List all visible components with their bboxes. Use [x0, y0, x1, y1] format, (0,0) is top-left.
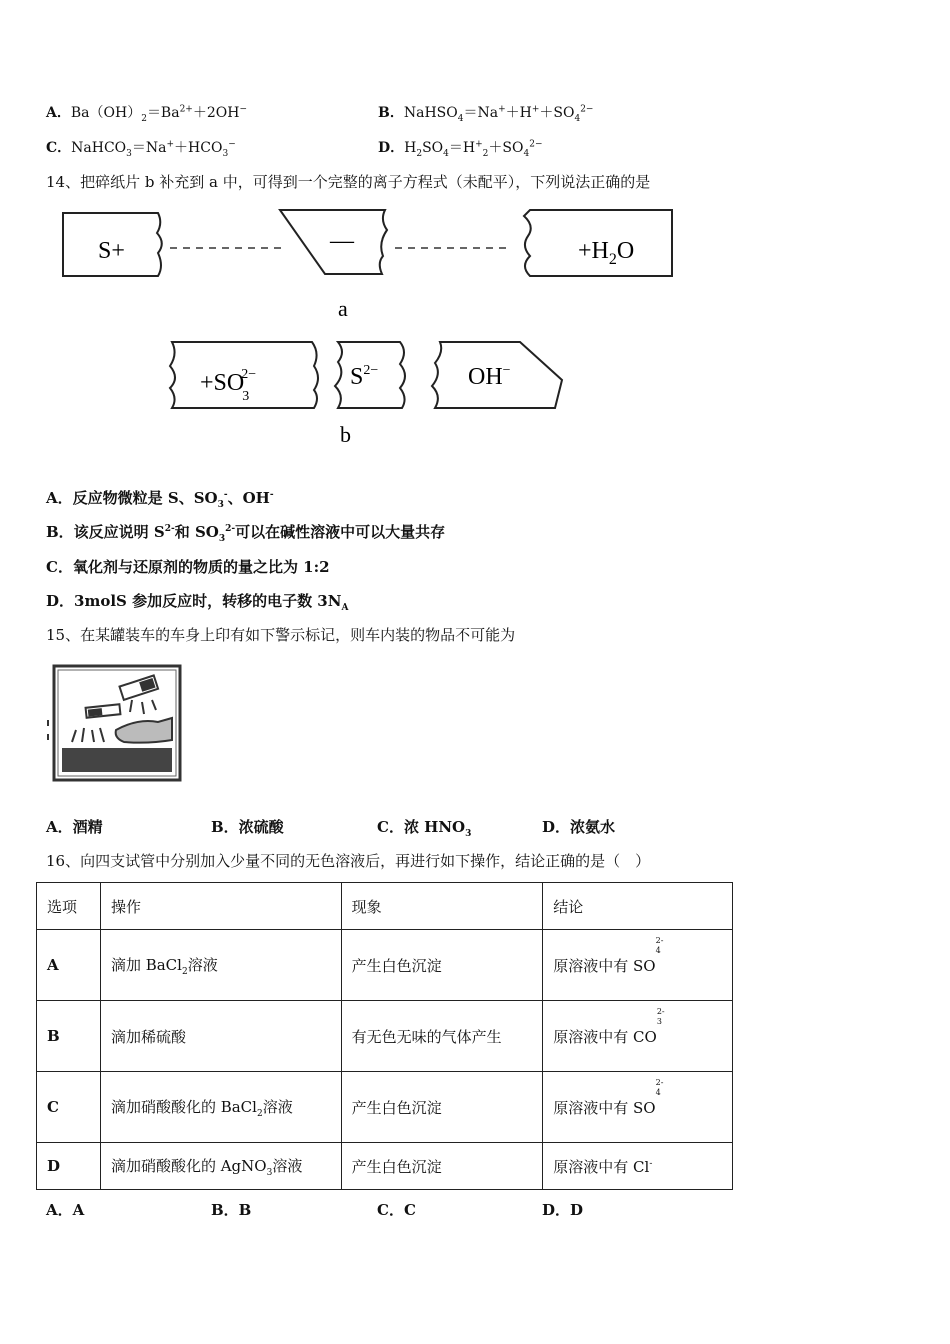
table-row	[37, 1143, 733, 1190]
row-operation: 滴加硝酸酸化的 BaCl$_2$溶液	[100, 1072, 341, 1143]
piece-a1-text: S+	[98, 238, 125, 264]
row-operation: 滴加稀硫酸	[100, 1001, 341, 1072]
q16-answer-d: D．D	[542, 1201, 584, 1219]
q16-answer-c: C．C	[377, 1201, 416, 1219]
piece-a3-text: $+H_2O$	[578, 238, 635, 268]
q16-answer-b: B．B	[211, 1201, 252, 1219]
header-conclusion: 结论	[543, 883, 733, 930]
table-row	[37, 1072, 733, 1143]
row-option: D	[37, 1143, 101, 1190]
label-a: a	[338, 296, 348, 321]
q16-stem: 16、向四支试管中分别加入少量不同的无色溶液后，再进行如下操作，结论正确的是（ ）	[46, 852, 651, 870]
q15-option-d: D．浓氨水	[542, 818, 616, 836]
q13-option-a: A．$Ba(OH)_2=Ba^{2+}+2OH^-$	[46, 104, 247, 124]
piece-a2-text: —	[330, 228, 354, 254]
row-phenomenon: 产生白色沉淀	[341, 1072, 543, 1143]
header-option: 选项	[37, 883, 101, 930]
q13-option-b: B．$NaHSO_4=Na^++H^++SO_4^{2-}$	[378, 104, 594, 124]
q16-table	[36, 882, 733, 1190]
q14-option-a: A．反应物微粒是 S、$SO_3^-$、OH-	[46, 489, 274, 510]
q15-stem: 15、在某罐装车的车身上印有如下警示标记，则车内装的物品不可能为	[46, 626, 516, 644]
table-row	[37, 930, 733, 1001]
piece-b3-text: OH−	[468, 363, 511, 390]
piece-b1-text: +SO 32−	[200, 367, 257, 404]
row-phenomenon: 有无色无味的气体产生	[341, 1001, 543, 1072]
q15-option-a: A．酒精	[46, 818, 103, 836]
row-conclusion: 原溶液中有 SO 2- 4	[543, 930, 733, 1001]
label-b: b	[340, 422, 351, 447]
q14-option-b: B．该反应说明 $S^{2-}$和 $SO_3^{2-}$可以在碱性溶液中可以大量共存	[46, 523, 446, 544]
row-conclusion: 原溶液中有 CO 2- 3	[543, 1001, 733, 1072]
header-operation: 操作	[100, 883, 341, 930]
q14-option-d: D．3molS 参加反应时，转移的电子数 $3N_A$	[46, 592, 349, 613]
row-conclusion: 原溶液中有 Cl-	[543, 1143, 733, 1190]
row-phenomenon: 产生白色沉淀	[341, 1143, 543, 1190]
corrosive-warning-sign-icon	[46, 660, 184, 784]
q14-paper-pieces-figure	[50, 198, 690, 453]
q14-stem: 14、把碎纸片 b 补充到 a 中，可得到一个完整的离子方程式（未配平），下列说法正确的是	[46, 173, 651, 191]
header-phenomenon: 现象	[341, 883, 543, 930]
q13-option-c: C．$NaHCO_3=Na^++HCO_3^-$	[46, 139, 236, 159]
q16-answer-a: A．A	[46, 1201, 85, 1219]
row-operation: 滴加 BaCl$_2$溶液	[100, 930, 341, 1001]
table-header-row	[37, 883, 733, 930]
row-phenomenon: 产生白色沉淀	[341, 930, 543, 1001]
row-option: A	[37, 930, 101, 1001]
table-row	[37, 1001, 733, 1072]
piece-b2-text: $S^{2-}$	[350, 363, 379, 390]
q15-option-c: C．浓 $HNO_3$	[377, 818, 472, 839]
q15-option-b: B．浓硫酸	[211, 818, 284, 836]
row-option: B	[37, 1001, 101, 1072]
row-conclusion: 原溶液中有 SO 2- 4	[543, 1072, 733, 1143]
q14-option-c: C．氧化剂与还原剂的物质的量之比为 1:2	[46, 558, 330, 576]
row-operation: 滴加硝酸酸化的 AgNO$_3$溶液	[100, 1143, 341, 1190]
q13-option-d: D．$H_2SO_4=H^+_2+SO_4^{2-}$	[378, 139, 543, 159]
row-option: C	[37, 1072, 101, 1143]
